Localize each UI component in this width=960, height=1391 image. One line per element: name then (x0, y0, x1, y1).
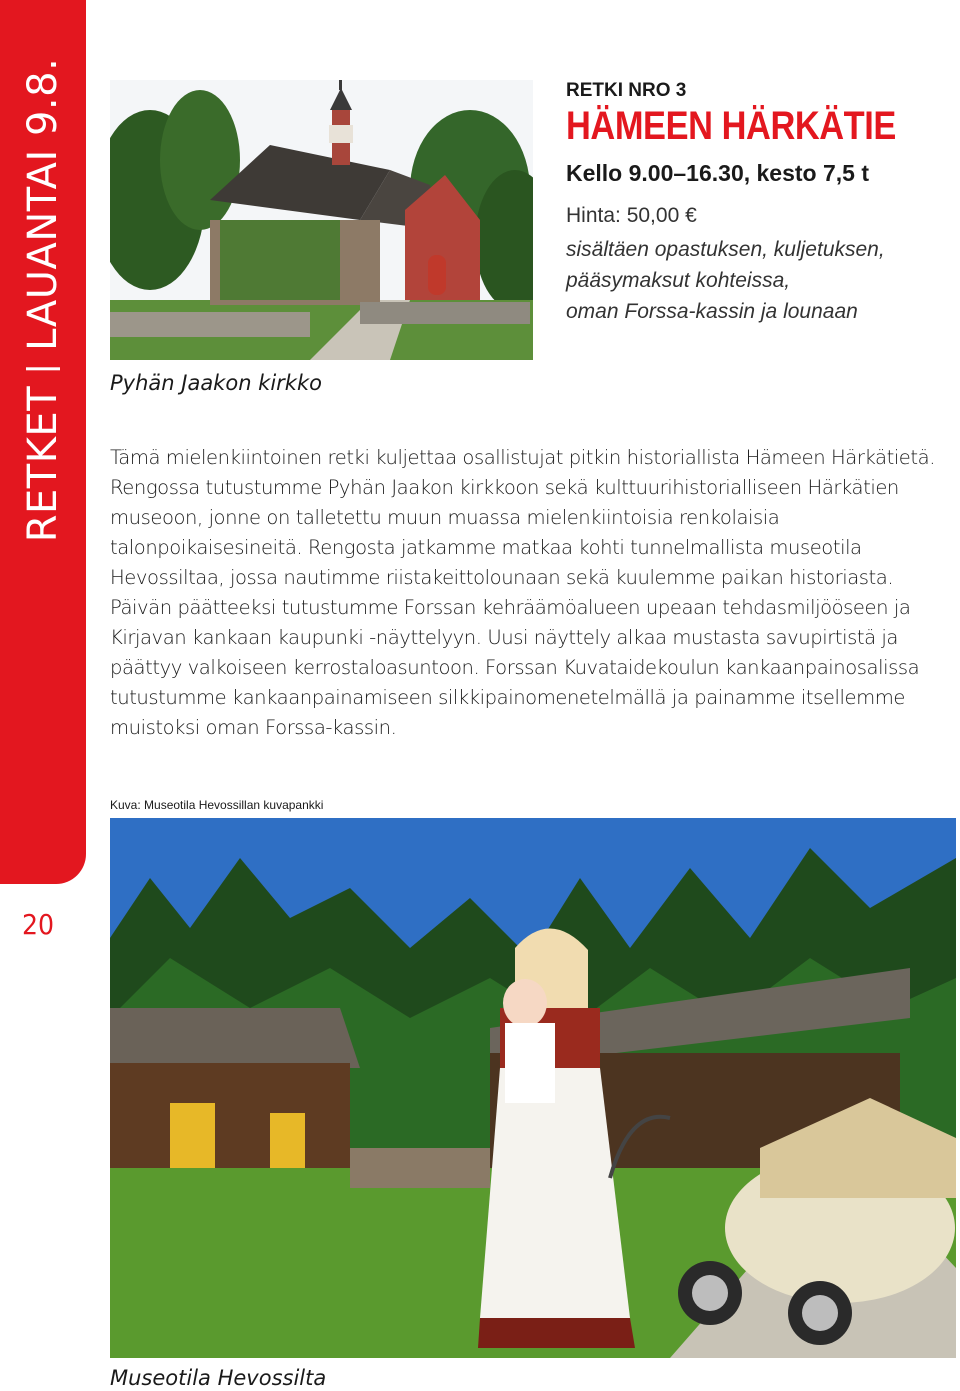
includes-line: oman Forssa-kassin ja lounaan (566, 300, 858, 323)
page-number: 20 (22, 908, 55, 941)
trip-description: Tämä mielenkiintoinen retki kuljettaa osallistujat pitkin historiallista Hämeen Härkätietä. Rengossa tutustumme Pyhän Jaakon kirkkoon sekä kulttuurihistorialliseen Härkätien museoon, jonne on talletettu muun muassa mielenkiintoisia renkolaisia talonpoikaisesineitä. Rengosta jatkamme matkaa kohti tunnelmallista museotila Hevossiltaa, jossa nautimme riistakeittolounaan sekä kuulemme paikan historiasta. Päivän päätteeksi tutustumme Forssan kehräämöalueen upeaan tehdasmiljööseen ja Kirjavan kankaan kaupunki -näyttelyyn. Uusi näyttely alkaa mustasta savupirtistä ja päättyy valkoiseen kerrostaloasuntoon. Forssan Kuvataidekoulun kankaanpainosalissa tutustumme kankaanpainamiseen silkkipainomenetelmällä ja painamme itsellemme muistoksi oman Forssa-kassin. (110, 446, 935, 739)
trip-number: RETKI NRO 3 (566, 80, 687, 101)
church-photo (110, 80, 533, 360)
section-date: LAUANTAI 9.8. (20, 57, 66, 351)
church-caption: Pyhän Jaakon kirkko (110, 371, 322, 395)
farm-photo (110, 818, 956, 1358)
section-tab (0, 0, 86, 884)
trip-title: HÄMEEN HÄRKÄTIE (566, 104, 896, 148)
includes-line: pääsymaksut kohteissa, (566, 269, 791, 292)
tab-separator (26, 367, 60, 370)
trip-price: Hinta: 50,00 € (566, 204, 697, 227)
section-name: RETKET (20, 385, 66, 543)
trip-time: Kello 9.00–16.30, kesto 7,5 t (566, 160, 870, 186)
farm-caption: Museotila Hevossilta (110, 1366, 327, 1390)
trip-includes (566, 234, 885, 327)
includes-line: sisältäen opastuksen, kuljetuksen, (566, 238, 885, 261)
photo-credit: Kuva: Museotila Hevossillan kuvapankki (110, 798, 324, 812)
